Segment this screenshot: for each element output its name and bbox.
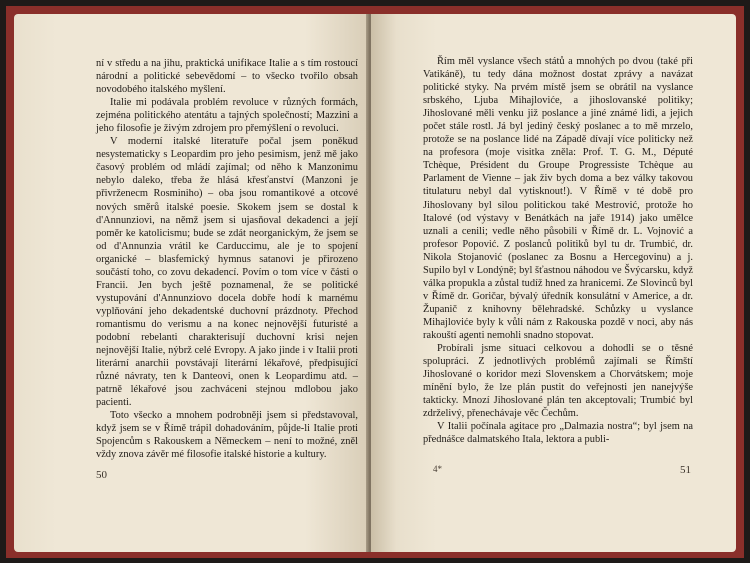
left-paragraph-1: ní v středu a na jihu, praktická unifikace Italie a s tím rostoucí národní a politické sebevědomí – to všecko tvořilo obsah novodobého italského myšlení. bbox=[96, 58, 358, 96]
left-paragraph-3: V moderní italské literatuře počal jsem poněkud nesystematicky s Leopardim pro jeho pesimism, jenž mě jako časový problém od mládí zajímal; od něho k Manzonimu nebylo daleko, třeba že hlásá křesťanství (Manzoni je přivrženecm Rosminiho) – oba jsou romantikové a otcové nových směrů italské poesie. Skokem jsem se dostal k d'Annunziovi, na němž jsem si ujasňoval dekadenci a její poměr ke katolicismu; bude se zdát neorganickým, že jsem se od d'Annunzia vrátil ke Carduccimu, ale je to spojení organické – blasfemický hymnus satanovi je přirozeno součástí toho, co zovu dekadencí. Povím o tom více v části o Francii. Jen bych ještě poznamenal, že se politické vystupování d'Annunziovo docela dobře hodí k marnému vyplňování jeho dekadentské duchovní prázdnoty. Přechod romantismu do verismu a na konec nejnovější futuristé a podobní rebelanti charakterisují duchovní krisi nejen nejnovější Italie, nýbrž celé Evropy. A jako jinde i v Italii proti literární anarchii povstávají literární lékařové, předpisující různé návraty, ten k Danteovi, onen k Leopardimu atd. – patrně lékařové jsou zachváceni stejnou mdlobou jako pacienti. bbox=[96, 136, 358, 409]
open-book bbox=[6, 6, 744, 558]
left-page-number: 50 bbox=[96, 469, 107, 481]
right-paragraph-1: Řím měl vyslance všech států a mnohých po dvou (také při Vatikáně), tu tedy dána možnost dostat zprávy a navázat politické styky. Na prvém místě jsem se obrátil na vyslance srbského, Ljuba Mihajloviće, a jihoslovanské politiky; Jihoslované měli venku již poslance a jiné známé lidi, a jejich počet stále rostl. Já byl jediný český poslanec a to mě mrzelo, protože se na poslance lidé na Západě dívají více politicky než na profesora (moje visitka zněla: Prof. T. G. M., Député Tchèque, Président du Groupe Progressiste Tchèque au Parlament de Vienne – jak živ bych doma a bez války takovou titulaturu nebyl dal vytisknout!). V Římě v té době pro Jihoslovany byl silou politickou také Mestrović, protože ho Italové (od výstavy v Benátkách na jaře 1914) jako umělce uznali a cenili; vedle něho působili v Římě dr. L. Vojnović a profesor Popović. Z poslanců politiků byl tu dr. Trumbić, dr. Nikola Stojanović (poslanec za Bosnu a Hercegovinu) a j. Supilo byl v Londýně; byl šťastnou náhodou ve Švýcarsku, když válka propukla a zůstal tudíž hned za hranicemi. Ze Slovinců byl v Římě dr. Goričar, bývalý úředník konsulátní v Americe, a dr. Županič z knihovny bělehradské. Schůzky u vyslance Mihajloviće byly k vůli nám z Rakouska pozdě v noci, aby nás rakouští agenti nemohli snadno stopovat. bbox=[423, 56, 693, 341]
right-paragraph-2: Probírali jsme situaci celkovou a dohodli se o těsné spolupráci. Z jednotlivých problémů zajímali se Římští Jihoslované o koridor mezi Slovenskem a Chorvátskem; moje mínění bylo, že lze plán pustit do veřejnosti jen nanejvýše takticky. Mnozí Jihoslované plán ten akceptovali; Trumbić byl zdrželivý, přenechávaje věc Čechům. bbox=[423, 343, 693, 420]
right-page bbox=[371, 14, 736, 552]
left-paragraph-2: Italie mi podávala problém revoluce v různých formách, zejména politického atentátu a tajných společností; Mazzini a jeho filosofie je živým zdrojem pro přemýšlení o revoluci. bbox=[96, 97, 358, 135]
right-paragraph-3: V Italii počínala agitace pro „Dalmazia nostra“; byl jsem na přednášce dalmatského Itala, lektora a publi- bbox=[423, 421, 693, 446]
left-page-text bbox=[96, 57, 358, 461]
left-page bbox=[14, 14, 369, 552]
right-page-text bbox=[423, 55, 693, 446]
printer-signature-mark: 4* bbox=[433, 464, 442, 474]
left-paragraph-4: Toto všecko a mnohem podrobněji jsem si představoval, když jsem se v Římě trápil dohadováním, půjde-li Italie proti Spojencům s Rakouskem a Německem – není to možné, zněl vždy znova závěr mé filosofie italské historie a kultury. bbox=[96, 410, 358, 461]
right-page-number: 51 bbox=[680, 464, 691, 476]
